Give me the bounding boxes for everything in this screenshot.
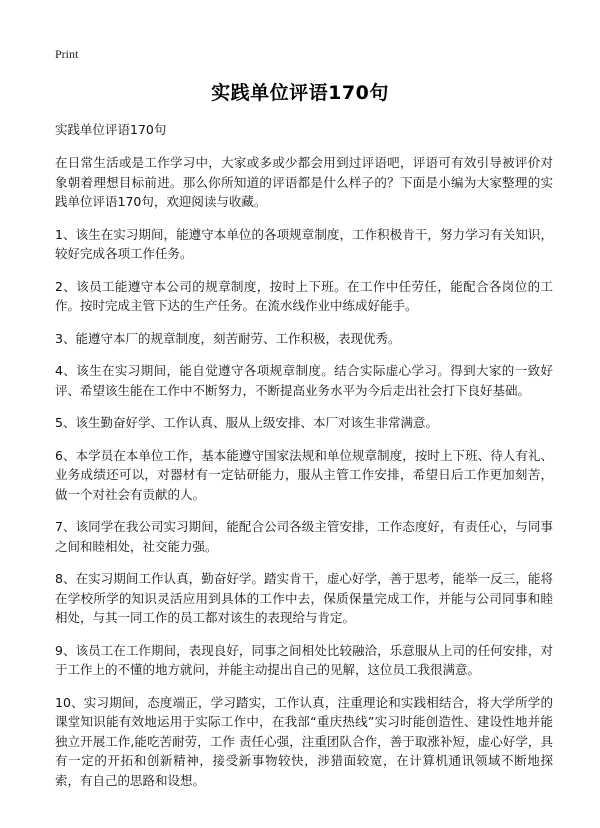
intro-paragraph: 在日常生活或是工作学习中，大家或多或少都会用到过评语吧，评语可有效引导被评价对象朝着理想目标前进。那么你所知道的评语都是什么样子的？下面是小编为大家整理的实践单位评语170句，欢迎阅读与收藏。 — [55, 155, 553, 209]
page-title: 实践单位评语170句 — [211, 82, 389, 104]
print-link[interactable]: Print — [55, 47, 79, 61]
comment-item-3: 3、能遵守本厂的规章制度，刻苦耐劳、工作积极，表现优秀。 — [55, 330, 401, 346]
comment-item-7: 7、该同学在我公司实习期间，能配合公司各级主管安排，工作态度好，有责任心，与同事之间和睦相处，社交能力强。 — [55, 519, 553, 554]
comment-item-5: 5、该生勤奋好学、工作认真、服从上级安排、本厂对该生非常满意。 — [55, 415, 438, 430]
comment-item-10: 10、实习期间，态度端正，学习踏实，工作认真，注重理论和实践相结合，将大学所学的课堂知识能有效地运用于实际工作中，在我部“重庆热线”实习时能创造性、建设性地并能独立开展工作,能吃苦耐劳，工作 责任心强，注重团队合作，善于取涨补短，虚心好学，具有一定的开拓和创新精神，接受新事物较快，涉猎面较宽，在计算机通讯领域不断地探索，有自己的思路和设想。 — [55, 694, 553, 788]
comment-item-8: 8、在实习期间工作认真，勤奋好学。踏实肯干，虚心好学，善于思考，能举一反三，能将在学校所学的知识灵活应用到具体的工作中去，保质保量完成工作，并能与公司同事和睦相处，与其一同工作的员工都对该生的表现给与肯定。 — [55, 571, 553, 625]
comment-item-6: 6、本学员在本单位工作，基本能遵守国家法规和单位规章制度，按时上下班、待人有礼、业务成绩还可以，对器材有一定钻研能力，服从主管工作安排，希望日后工作更加刻苦，做一个对社会有贡献的人。 — [55, 447, 553, 502]
comment-item-4: 4、该生在实习期间，能自觉遵守各项规章制度。结合实际虚心学习。得到大家的一致好评、希望该生能在工作中不断努力，不断提高业务水平为今后走出社会打下良好基础。 — [55, 363, 553, 398]
comment-item-9: 9、该员工在工作期间，表现良好，同事之间相处比较融洽，乐意服从上司的任何安排，对于工作上的不懂的地方就问，并能主动提出自己的见解，这位员工我很满意。 — [55, 642, 553, 677]
comment-item-1: 1、该生在实习期间，能遵守本单位的各项规章制度，工作积极肯干，努力学习有关知识，较好完成各项工作任务。 — [55, 226, 553, 261]
document-subtitle: 实践单位评语170句 — [55, 122, 167, 137]
document-body — [55, 120, 553, 803]
comment-item-2: 2、该员工能遵守本公司的规章制度，按时上下班。在工作中任劳任，能配合各岗位的工作。按时完成主管下达的生产任务。在流水线作业中练成好能手。 — [55, 278, 553, 313]
